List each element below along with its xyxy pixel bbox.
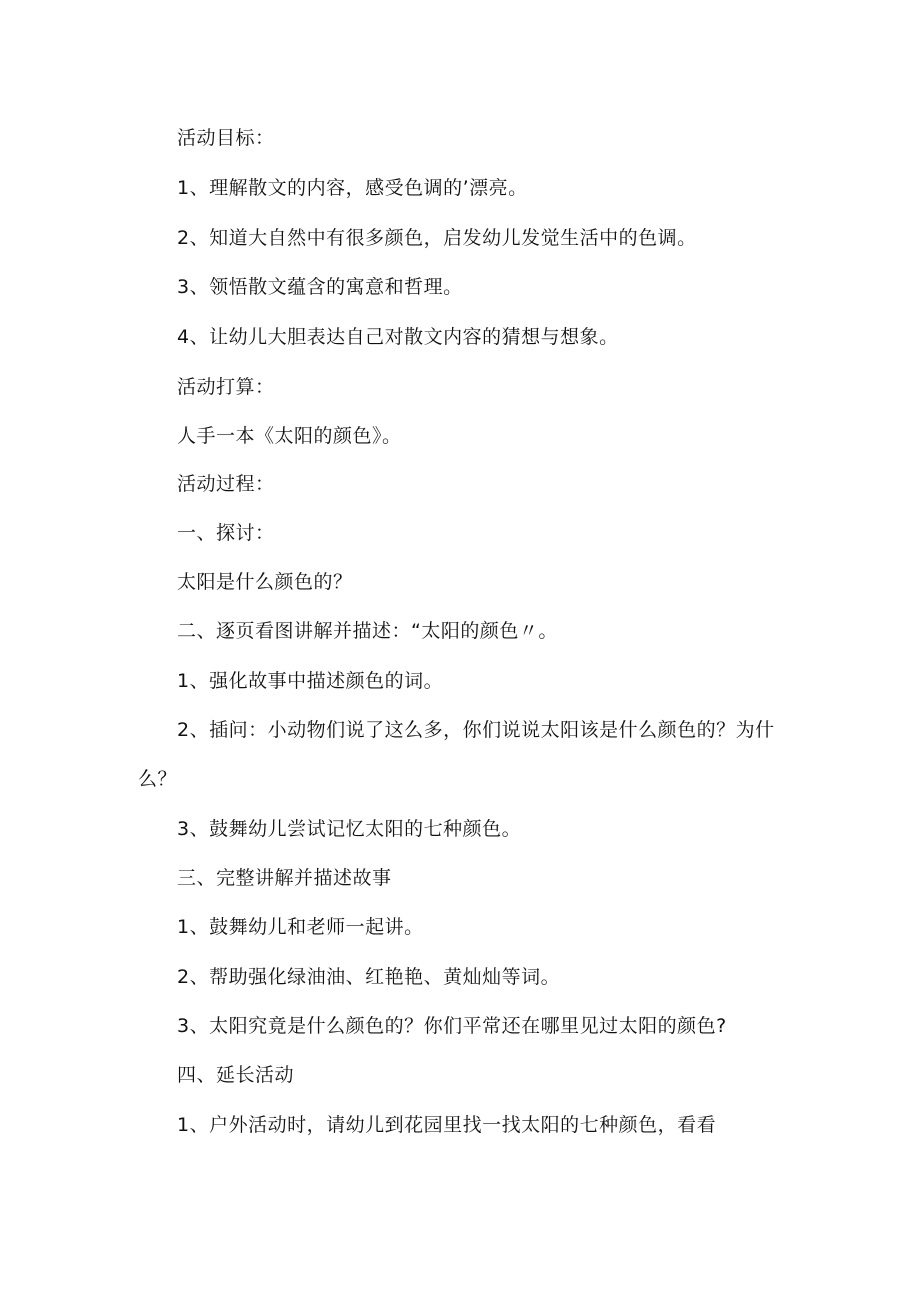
section-4-heading: 四、延长活动: [177, 1064, 295, 1086]
goal-item-3: 3、领悟散文蕴含的寓意和哲理。: [177, 276, 463, 298]
heading-activity-process: 活动过程：: [177, 473, 275, 495]
goal-item-4: 4、让幼儿大胆表达自己对散文内容的猜想与想象。: [177, 326, 619, 348]
section-4-item-1: 1、户外活动时，请幼儿到花园里找一找太阳的七种颜色，看看: [177, 1114, 717, 1136]
section-1-heading: 一、探讨：: [177, 522, 275, 544]
heading-activity-goals: 活动目标：: [177, 127, 275, 149]
section-2-item-2-continued: 么？: [138, 768, 178, 790]
heading-activity-prep: 活动打算：: [177, 376, 275, 398]
goal-item-1: 1、理解散文的内容，感受色调的’漂亮。: [177, 177, 528, 199]
section-2-heading: 二、逐页看图讲解并描述：“太阳的颜色〃。: [177, 620, 558, 642]
section-2-item-3: 3、鼓舞幼儿尝试记忆太阳的七种颜色。: [177, 818, 522, 840]
section-3-item-1: 1、鼓舞幼儿和老师一起讲。: [177, 916, 424, 938]
section-3-item-3: 3、太阳究竟是什么颜色的？你们平常还在哪里见过太阳的颜色?: [177, 1015, 727, 1037]
prep-text: 人手一本《太阳的颜色》。: [177, 425, 402, 447]
section-2-item-1: 1、强化故事中描述颜色的词。: [177, 670, 444, 692]
section-1-question: 太阳是什么颜色的？: [177, 571, 353, 593]
section-3-heading: 三、完整讲解并描述故事: [177, 867, 392, 889]
section-2-item-2: 2、插问：小动物们说了这么多，你们说说太阳该是什么颜色的？为什: [177, 719, 775, 741]
section-3-item-2: 2、帮助强化绿油油、红艳艳、黄灿灿等词。: [177, 966, 561, 988]
goal-item-2: 2、知道大自然中有很多颜色，启发幼儿发觉生活中的色调。: [177, 227, 697, 249]
